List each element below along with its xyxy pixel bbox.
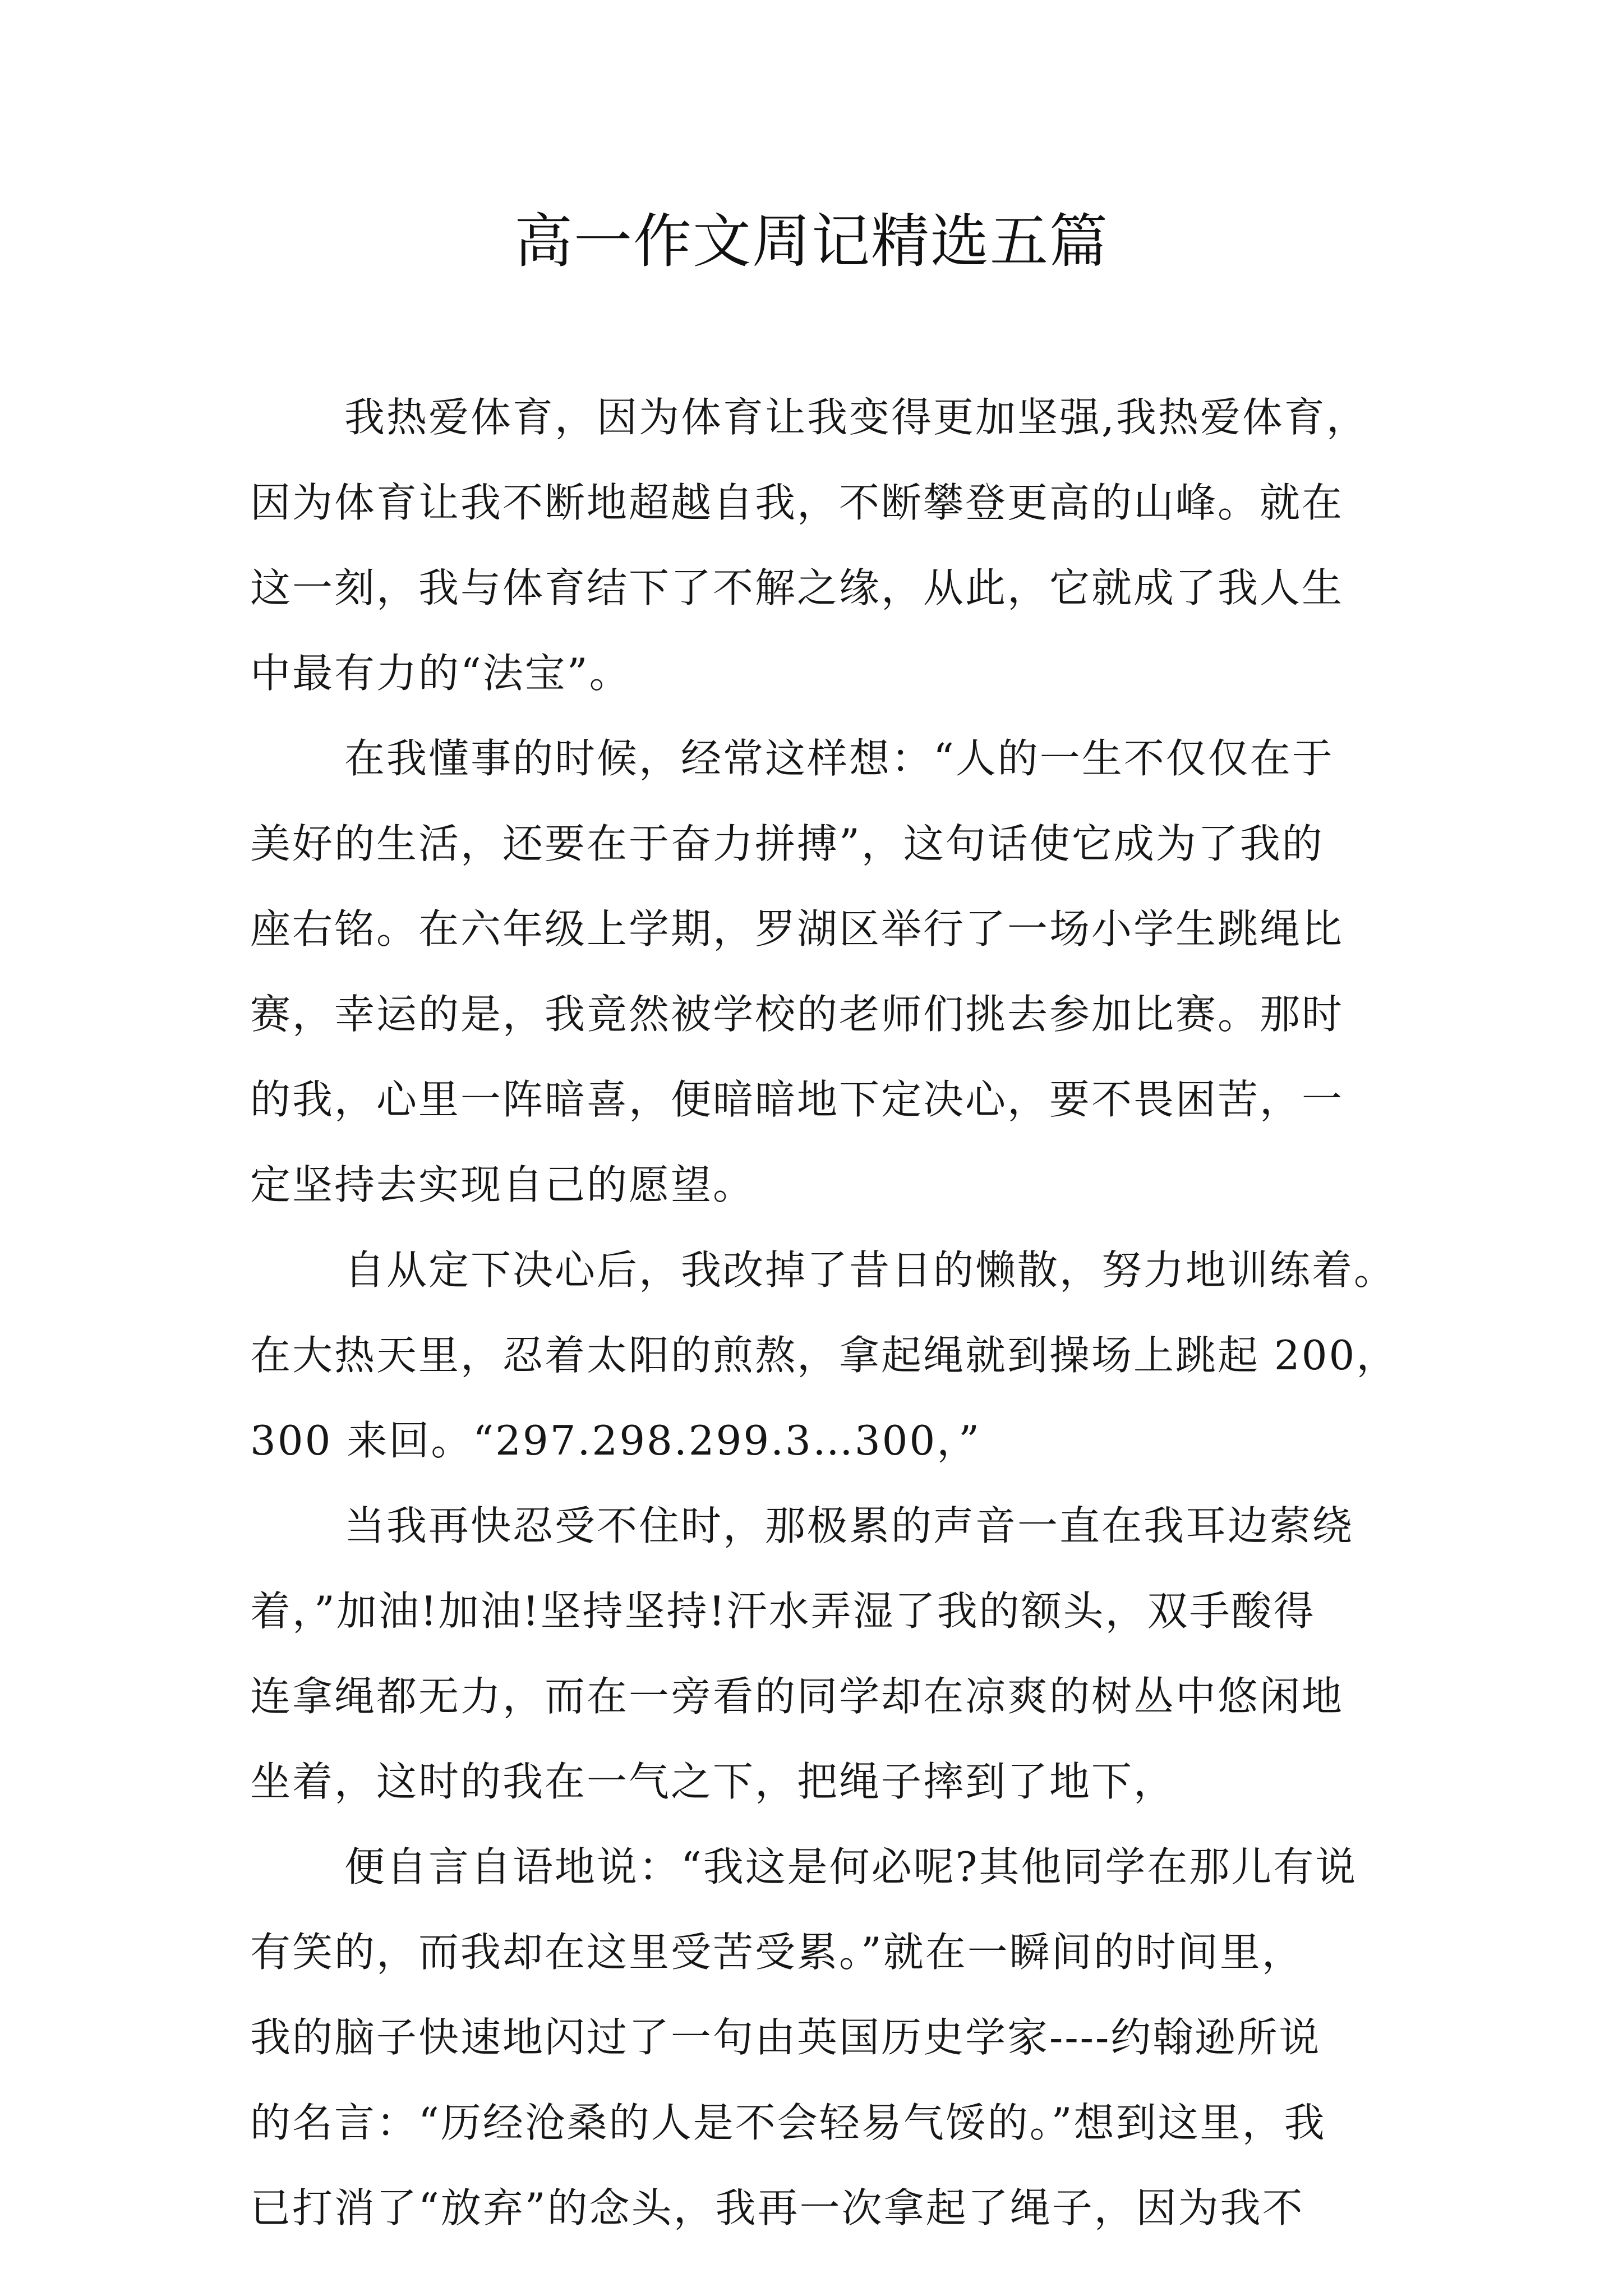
text-line: 我热爱体育，因为体育让我变得更加坚强,我热爱体育， <box>344 394 1368 441</box>
text-line: 在大热天里，忍着太阳的煎熬，拿起绳就到操场上跳起 200， <box>250 1332 1399 1379</box>
text-line: 这一刻，我与体育结下了不解之缘，从此，它就成了我人生 <box>250 564 1344 611</box>
text-line: 自从定下决心后，我改掉了昔日的懒散，努力地训练着。 <box>344 1246 1396 1294</box>
text-line: 有笑的，而我却在这里受苦受累。”就在一瞬间的时间里， <box>250 1929 1304 1976</box>
document-body <box>250 375 1399 2251</box>
text-line: 着，”加油!加油!坚持坚持!汗水弄湿了我的额头，双手酸得 <box>250 1588 1316 1635</box>
text-line: 座右铭。在六年级上学期，罗湖区举行了一场小学生跳绳比 <box>250 905 1344 953</box>
text-line: 因为体育让我不断地超越自我，不断攀登更高的山峰。就在 <box>250 479 1344 526</box>
text-line: 的我，心里一阵暗喜，便暗暗地下定决心，要不畏困苦，一 <box>250 1076 1344 1123</box>
text-line: 坐着，这时的我在一气之下，把绳子摔到了地下， <box>250 1758 1176 1805</box>
document-title: 高一作文周记精选五篇 <box>514 207 1109 275</box>
text-line: 便自言自语地说：“我这是何必呢?其他同学在那儿有说 <box>344 1843 1358 1890</box>
text-line: 在我懂事的时候，经常这样想：“人的一生不仅仅在于 <box>344 735 1334 782</box>
text-line: 的名言：“历经沧桑的人是不会轻易气馁的。”想到这里，我 <box>250 2099 1326 2146</box>
text-line: 美好的生活，还要在于奋力拼搏”，这句话使它成为了我的 <box>250 820 1324 867</box>
text-line: 我的脑子快速地闪过了一句由英国历史学家----约翰逊所说 <box>250 2014 1321 2061</box>
text-line: 连拿绳都无力，而在一旁看的同学却在凉爽的树丛中悠闲地 <box>250 1673 1344 1720</box>
text-line: 300 来回。“297.298.299.3…300，” <box>250 1417 981 1464</box>
text-line: 已打消了“放弃”的念头，我再一次拿起了绳子，因为我不 <box>250 2184 1304 2231</box>
text-line: 定坚持去实现自己的愿望。 <box>250 1161 755 1208</box>
text-line: 当我再快忍受不住时，那极累的声音一直在我耳边萦绕 <box>344 1502 1354 1549</box>
text-line: 中最有力的“法宝”。 <box>250 650 631 697</box>
text-line: 赛，幸运的是，我竟然被学校的老师们挑去参加比赛。那时 <box>250 991 1344 1038</box>
